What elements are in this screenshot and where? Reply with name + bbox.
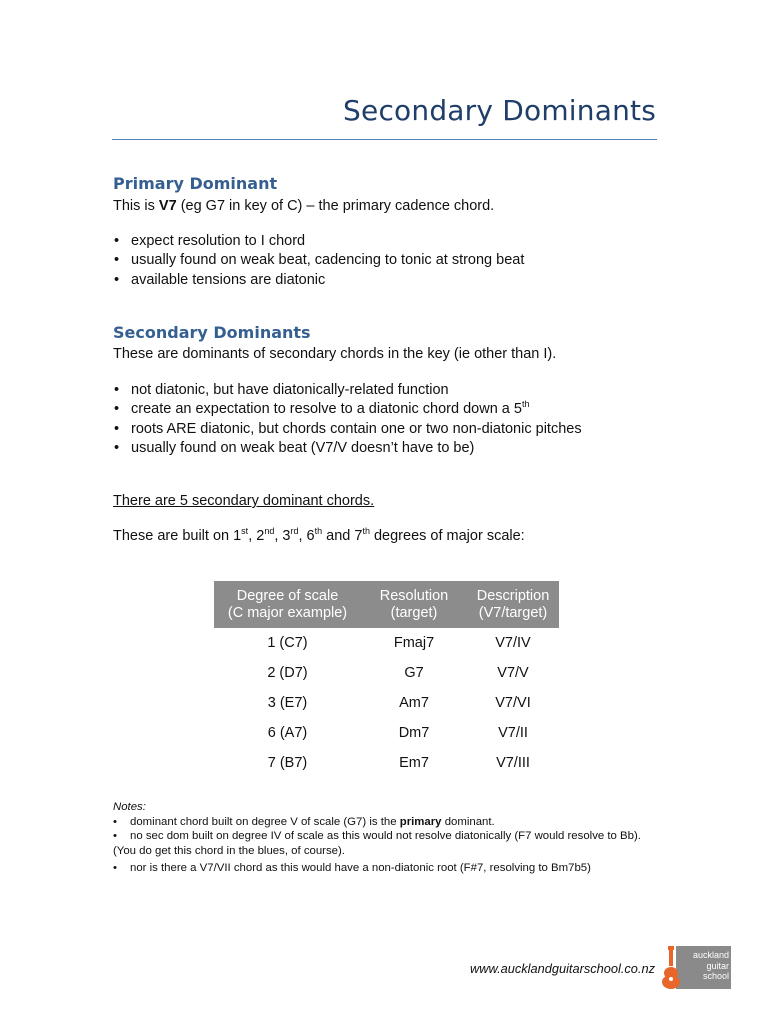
list-item: • expect resolution to I chord <box>113 232 524 251</box>
table-header-row <box>214 581 559 628</box>
list-item: • available tensions are diatonic <box>113 271 524 290</box>
text: degrees of major scale: <box>369 528 525 544</box>
cell-resolution: Em7 <box>399 755 429 771</box>
primary-intro-post: (eg G7 in key of C) – the primary cadence chord. <box>176 198 495 214</box>
note-item: • no sec dom built on degree IV of scale as this would not resolve diatonically (F7 would resolve to Bb). (You do get this chord in the blues, of course). <box>113 829 658 858</box>
notes-heading: Notes: <box>113 801 146 813</box>
table-row <box>214 658 559 688</box>
text: , 2 <box>248 528 265 544</box>
cell-degree: 7 (B7) <box>267 755 308 771</box>
header-line: Description <box>476 587 550 604</box>
title-divider <box>112 139 657 140</box>
cell-resolution: Dm7 <box>398 725 430 741</box>
built-on-line <box>113 527 525 546</box>
cell-degree: 2 (D7) <box>267 665 308 681</box>
text: dominant. <box>441 815 495 828</box>
secondary-intro: These are dominants of secondary chords in the key (ie other than I). <box>113 346 557 362</box>
list-item: • roots ARE diatonic, but chords contain one or two non-diatonic pitches <box>113 420 582 439</box>
text: , 6 <box>298 528 315 544</box>
cell-description: V7/VI <box>495 695 531 711</box>
cell-degree: 3 (E7) <box>267 695 308 711</box>
primary-intro-pre: This is <box>113 198 159 214</box>
superscript: st <box>241 526 249 536</box>
list-item <box>113 400 582 419</box>
table-row <box>214 718 559 748</box>
text: These are built on 1 <box>113 528 242 544</box>
header-line: (C major example) <box>227 604 348 621</box>
superscript: th <box>362 526 370 536</box>
text: and 7 <box>322 528 363 544</box>
cell-degree: 1 (C7) <box>267 635 308 651</box>
primary-intro <box>113 197 494 216</box>
primary-dominant-heading: Primary Dominant <box>113 174 278 193</box>
bold-text: primary <box>399 815 442 828</box>
secondary-dominants-heading: Secondary Dominants <box>113 323 311 342</box>
logo-line: school <box>702 971 729 981</box>
header-line: Resolution <box>379 587 449 604</box>
count-line: There are 5 secondary dominant chords. <box>113 493 375 509</box>
secondary-bullet-list <box>113 381 582 458</box>
column-header-description <box>467 581 559 628</box>
cell-description: V7/II <box>498 725 528 741</box>
text: dominant chord built on degree V of scale (G7) is the <box>130 815 400 828</box>
superscript: th <box>521 399 530 410</box>
logo-text <box>676 950 729 982</box>
text: , 3 <box>274 528 291 544</box>
secondary-dominants-table <box>214 581 559 778</box>
cell-description: V7/V <box>497 665 529 681</box>
website-link[interactable]: www.aucklandguitarschool.co.nz <box>470 961 655 976</box>
list-item: • not diatonic, but have diatonically-related function <box>113 381 582 400</box>
superscript: rd <box>290 526 299 536</box>
table-row <box>214 628 559 658</box>
list-item: • usually found on weak beat, cadencing to tonic at strong beat <box>113 251 524 270</box>
primary-bullet-list <box>113 232 524 290</box>
auckland-guitar-school-logo <box>662 946 731 989</box>
note-item: • nor is there a V7/VII chord as this would have a non-diatonic root (F#7, resolving to Bm7b5) <box>113 861 658 876</box>
superscript: nd <box>264 526 275 536</box>
cell-description: V7/IV <box>495 635 531 651</box>
cell-resolution: Fmaj7 <box>393 635 435 651</box>
header-line: Degree of scale <box>236 587 339 604</box>
header-line: (V7/target) <box>478 604 548 621</box>
note-item <box>113 815 658 830</box>
notes-block <box>113 800 658 876</box>
table-row <box>214 748 559 778</box>
logo-line: guitar <box>706 960 729 971</box>
bullet-text: create an expectation to resolve to a diatonic chord down a 5 <box>131 401 522 418</box>
page-title: Secondary Dominants <box>343 94 656 127</box>
cell-description: V7/III <box>496 755 530 771</box>
primary-intro-bold: V7 <box>158 198 177 214</box>
table-row <box>214 688 559 718</box>
logo-line: auckland <box>692 950 729 960</box>
column-header-resolution <box>361 581 467 628</box>
superscript: th <box>314 526 323 536</box>
column-header-degree <box>214 581 361 628</box>
header-line: (target) <box>390 604 438 621</box>
cell-resolution: Am7 <box>399 695 429 711</box>
cell-resolution: G7 <box>404 665 424 681</box>
cell-degree: 6 (A7) <box>267 725 308 741</box>
list-item: • usually found on weak beat (V7/V doesn’t have to be) <box>113 439 582 458</box>
